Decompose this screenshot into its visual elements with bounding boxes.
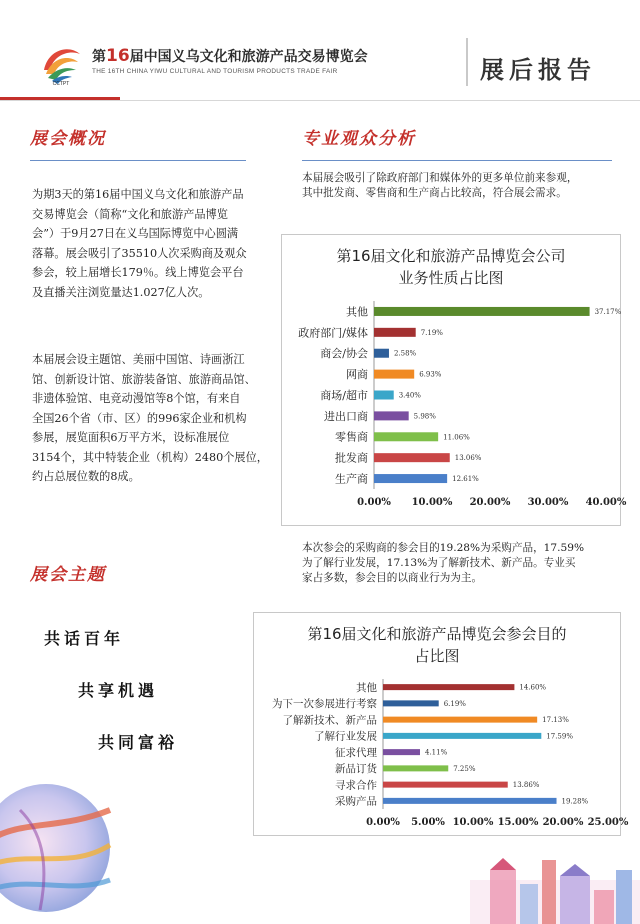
chart1-title-line: 第16届文化和旅游产品博览会公司 bbox=[336, 247, 566, 265]
chart2-bar bbox=[383, 733, 541, 739]
chart1-category-label: 生产商 bbox=[335, 472, 368, 486]
chart1-category-label: 商会/协会 bbox=[320, 347, 368, 361]
logo-text: CCTPT bbox=[52, 81, 70, 87]
audience-intro-line: 其中批发商、零售商和生产商占比较高，符合展会需求。 bbox=[302, 187, 567, 199]
chart2-bar bbox=[383, 749, 420, 755]
chart1-bar bbox=[374, 391, 394, 400]
chart1-value-label: 6.93% bbox=[419, 370, 442, 379]
chart1-tick-label: 30.00% bbox=[527, 497, 569, 508]
chart1-tick-label: 10.00% bbox=[411, 497, 453, 508]
overview-p2-line: 3154个，其中特装企业（机构）2480个展位， bbox=[32, 450, 268, 464]
chart2-tick-label: 20.00% bbox=[542, 817, 584, 828]
overview-p2-line: 本届展会设主题馆、美丽中国馆、诗画浙江 bbox=[32, 353, 245, 366]
chart1-bar bbox=[374, 349, 389, 358]
chart2-value-label: 17.59% bbox=[546, 732, 574, 741]
chart2-bar bbox=[383, 717, 537, 723]
chart1-value-label: 37.17% bbox=[594, 307, 622, 316]
overview-p2-line: 全国26个省（市、区）的996家企业和机构 bbox=[32, 411, 247, 425]
chart1-value-label: 7.19% bbox=[420, 328, 443, 337]
chart2-category-label: 采购产品 bbox=[335, 795, 377, 808]
theme-heading: 展会主题 bbox=[30, 565, 106, 585]
audience-underline bbox=[302, 160, 612, 161]
chart1-value-label: 5.98% bbox=[413, 412, 436, 421]
chart2-value-label: 7.25% bbox=[453, 764, 476, 773]
chart2-tick-label: 25.00% bbox=[587, 817, 629, 828]
chart2-bar bbox=[383, 782, 508, 788]
chart1-category-label: 商场/超市 bbox=[320, 388, 368, 402]
chart1-value-label: 2.58% bbox=[393, 349, 417, 358]
chart2-value-label: 6.19% bbox=[443, 699, 466, 708]
chart1-category-label: 进出口商 bbox=[324, 409, 368, 423]
chart1-bar bbox=[374, 453, 450, 462]
chart1-category-label: 零售商 bbox=[335, 430, 368, 444]
chart2-category-label: 征求代理 bbox=[335, 746, 377, 759]
overview-p1-line: 会”）于9月27日在义乌国际博览中心圆满 bbox=[32, 227, 239, 240]
chart1-bar bbox=[374, 328, 416, 337]
chart1-bar bbox=[374, 307, 590, 316]
decorative-globe-icon bbox=[0, 770, 112, 924]
header-divider bbox=[466, 38, 468, 86]
audience-purpose-line: 本次参会的采购商的参会目的19.28%为采购产品，17.59% bbox=[302, 542, 585, 554]
chart2-bar bbox=[383, 798, 557, 804]
audience-intro-line: 本届展会吸引了除政府部门和媒体外的更多单位前来参观， bbox=[302, 172, 578, 184]
chart1-bar bbox=[374, 432, 438, 441]
chart2-tick-label: 15.00% bbox=[497, 817, 539, 828]
chart2-category-label: 了解行业发展 bbox=[314, 730, 377, 743]
chart1-bar bbox=[374, 474, 447, 483]
report-title: 展后报告 bbox=[480, 56, 596, 84]
overview-paragraph-1 bbox=[32, 185, 282, 302]
chart2-category-label: 了解新技术、新产品 bbox=[282, 714, 377, 727]
theme-3: 共同富裕 bbox=[98, 733, 179, 752]
chart1-tick-label: 0.00% bbox=[357, 497, 391, 508]
chart1-bar bbox=[374, 370, 414, 379]
chart2-category-label: 为下一次参展进行考察 bbox=[272, 698, 377, 711]
overview-p2-line: 馆、创新设计馆、旅游装备馆、旅游商品馆、 bbox=[32, 372, 256, 386]
chart1-tick-label: 20.00% bbox=[469, 497, 511, 508]
chart2-category-label: 寻求合作 bbox=[335, 779, 377, 792]
business-type-chart bbox=[281, 234, 627, 526]
overview-p1-line: 及直播关注浏览量达1.027亿人次。 bbox=[32, 285, 210, 299]
chart2-bar bbox=[383, 684, 514, 690]
chart2-plot bbox=[254, 613, 629, 837]
chart1-value-label: 11.06% bbox=[443, 433, 470, 442]
purpose-chart bbox=[253, 612, 629, 836]
chart1-category-label: 其他 bbox=[346, 305, 368, 319]
overview-heading: 展会概况 bbox=[30, 129, 106, 149]
chart2-tick-label: 5.00% bbox=[411, 817, 445, 828]
chart2-category-label: 新品订货 bbox=[335, 763, 377, 776]
overview-p1-line: 落幕。展会吸引了35510人次采购商及观众 bbox=[32, 246, 247, 260]
chart2-title-line: 占比图 bbox=[414, 647, 460, 665]
audience-intro bbox=[302, 171, 622, 201]
chart1-title-line: 业务性质占比图 bbox=[398, 269, 504, 287]
fair-logo-icon bbox=[38, 40, 84, 86]
header-rule bbox=[0, 100, 640, 101]
fair-title bbox=[92, 46, 368, 66]
chart1-value-label: 3.40% bbox=[398, 391, 421, 400]
chart2-value-label: 4.11% bbox=[424, 748, 448, 757]
chart1-category-label: 批发商 bbox=[335, 451, 368, 465]
chart1-value-label: 12.61% bbox=[452, 475, 479, 484]
chart2-value-label: 19.28% bbox=[561, 797, 589, 806]
chart2-tick-label: 10.00% bbox=[452, 817, 494, 828]
fair-title-pre: 第 bbox=[92, 49, 106, 65]
chart1-tick-label: 40.00% bbox=[585, 497, 627, 508]
chart2-bar bbox=[383, 700, 439, 706]
fair-subtitle: THE 16TH CHINA YIWU CULTURAL AND TOURISM PRODUCTS TRADE FAIR bbox=[92, 68, 338, 75]
chart1-plot bbox=[282, 235, 627, 527]
audience-purpose-line: 为了解行业发展，17.13%为了解新技术、新产品。专业买 bbox=[302, 557, 576, 569]
overview-paragraph-2 bbox=[32, 350, 282, 487]
chart1-category-label: 政府部门/媒体 bbox=[298, 326, 368, 340]
fair-title-post: 届中国义乌文化和旅游产品交易博览会 bbox=[129, 49, 368, 65]
overview-p2-line: 约占总展位数的8成。 bbox=[32, 470, 140, 483]
overview-p1-line: 参会，较上届增长179％。线上博览会平台 bbox=[32, 266, 244, 279]
overview-p1-line: 交易博览会（简称“文化和旅游产品博览 bbox=[32, 207, 228, 221]
decorative-skyline-icon bbox=[470, 840, 640, 924]
overview-p2-line: 参展，展览面积6万平方米，设标准展位 bbox=[32, 431, 230, 444]
chart2-value-label: 17.13% bbox=[542, 716, 569, 725]
chart1-bar bbox=[374, 411, 409, 420]
audience-purpose bbox=[302, 541, 622, 586]
overview-underline bbox=[30, 160, 246, 161]
theme-1: 共话百年 bbox=[44, 629, 125, 648]
chart2-value-label: 14.60% bbox=[519, 683, 547, 692]
overview-p2-line: 非遗体验馆、电竞动漫馆等8个馆，有来自 bbox=[32, 392, 241, 405]
audience-purpose-line: 家占多数，参会目的以商业行为为主。 bbox=[302, 572, 483, 584]
chart2-tick-label: 0.00% bbox=[366, 817, 400, 828]
chart1-category-label: 网商 bbox=[346, 368, 368, 382]
theme-2: 共享机遇 bbox=[78, 681, 159, 700]
page-header bbox=[0, 0, 640, 105]
chart2-bar bbox=[383, 765, 448, 771]
fair-title-number: 16 bbox=[106, 46, 130, 66]
audience-heading: 专业观众分析 bbox=[302, 129, 416, 149]
overview-p1-line: 为期3天的第16届中国义乌文化和旅游产品 bbox=[32, 188, 244, 201]
chart1-value-label: 13.06% bbox=[454, 454, 482, 463]
chart2-value-label: 13.86% bbox=[512, 781, 540, 790]
chart2-category-label: 其他 bbox=[356, 681, 377, 694]
chart2-title-line: 第16届文化和旅游产品博览会参会目的 bbox=[307, 625, 567, 643]
